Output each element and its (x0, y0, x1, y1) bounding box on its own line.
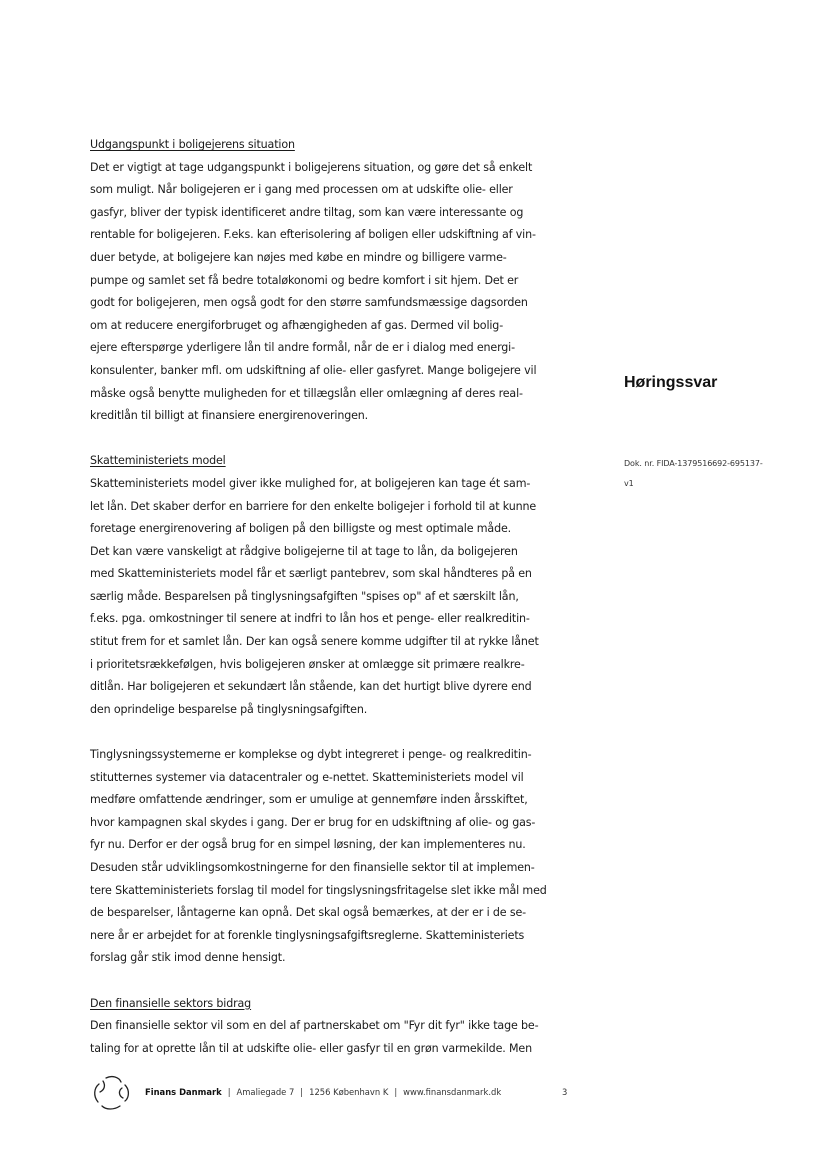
footer-postal: 1256 København K (309, 1087, 389, 1097)
body-line: godt for boligejeren, men også godt for den større samfundsmæssige dagsorden (90, 296, 528, 310)
footer-website-link[interactable]: www.finansdanmark.dk (403, 1087, 502, 1097)
body-line: pumpe og samlet set få bedre totaløkonomi og bedre komfort i sit hjem. Det er (90, 273, 519, 287)
section-heading-finansielle-sektors-bidrag: Den finansielle sektors bidrag (90, 996, 252, 1010)
body-line: forslag går stik imod denne hensigt. (90, 951, 286, 965)
body-line: medføre omfattende ændringer, som er umulige at gennemføre inden årsskiftet, (90, 793, 528, 807)
section-heading-skatteministeriets-model: Skatteministeriets model (90, 454, 226, 468)
body-line: fyr nu. Derfor er der også brug for en simpel løsning, der kan implementeres nu. (90, 838, 526, 852)
footer-separator: | (300, 1087, 304, 1097)
body-line: måske også benytte muligheden for et tillægslån eller omlægning af deres real- (90, 386, 523, 400)
body-line: gasfyr, bliver der typisk identificeret andre tiltag, som kan være interessante og (90, 205, 524, 219)
body-line: ditlån. Har boligejeren et sekundært lån stående, kan det hurtigt blive dyrere end (90, 680, 532, 694)
body-line: tere Skatteministeriets forslag til model for tingslysningsfritagelse slet ikke mål med (90, 883, 547, 897)
body-line: duer betyde, at boligejere kan nøjes med købe en mindre og billigere varme- (90, 250, 507, 264)
document-number-version: v1 (624, 479, 634, 488)
paragraph-gap (90, 428, 568, 451)
body-line: om at reducere energiforbruget og afhængigheden af gas. Dermed vil bolig- (90, 318, 504, 332)
body-line: særlig måde. Besparelsen på tinglysningsafgiften "spises op" af et særskilt lån, (90, 589, 519, 603)
body-line: foretage energirenovering af boligen på den billigste og mest optimale måde. (90, 522, 512, 536)
document-number (624, 454, 794, 494)
body-line: stitut frem for et samlet lån. Der kan også senere komme udgifter til at rykke lånet (90, 635, 539, 649)
footer-street: Amaliegade 7 (236, 1087, 295, 1097)
body-line: rentable for boligejeren. F.eks. kan efterisolering af boligen eller udskiftning af vin- (90, 228, 536, 242)
body-line: i prioritetsrækkefølgen, hvis boligejeren ønsker at omlægge sit primære realkre- (90, 657, 525, 671)
body-line: kreditlån til billigt at finansiere energirenoveringen. (90, 409, 369, 423)
body-line: Desuden står udviklingsomkostningerne for den finansielle sektor til at implemen- (90, 861, 535, 874)
body-line: med Skatteministeriets model får et særligt pantebrev, som skal håndteres på en (90, 567, 532, 581)
body-line: let lån. Det skaber derfor en barriere for den enkelte boligejer i forhold til at kunne (90, 499, 537, 513)
body-line: som muligt. Når boligejeren er i gang med processen om at udskifte olie- eller (90, 183, 513, 197)
page-footer (92, 1074, 572, 1114)
document-type-title: Høringssvar (624, 374, 718, 391)
body-line: nere år er arbejdet for at forenkle tinglysningsafgiftsreglerne. Skatteministeriets (90, 928, 525, 942)
body-line: ejere efterspørge yderligere lån til andre formål, når de er i dialog med energi- (90, 341, 515, 355)
main-text-column (90, 134, 568, 1060)
body-line: den oprindelige besparelse på tinglysningsafgiften. (90, 702, 368, 716)
body-line: stitutternes systemer via datacentraler og e-nettet. Skatteministeriets model vil (90, 770, 524, 784)
page-number: 3 (562, 1087, 568, 1097)
body-line: hvor kampagnen skal skydes i gang. Der er brug for en udskiftning af olie- og gas- (90, 815, 536, 829)
finans-danmark-logo-icon (92, 1074, 132, 1112)
paragraph-gap (90, 721, 568, 744)
body-line: Den finansielle sektor vil som en del af partnerskabet om "Fyr dit fyr" ikke tage be- (90, 1019, 539, 1033)
body-line: de besparelser, låntagerne kan opnå. Det skal også bemærkes, at der er i de se- (90, 906, 527, 920)
footer-brand: Finans Danmark (145, 1087, 222, 1097)
paragraph-gap (90, 970, 568, 993)
body-line: Skatteministeriets model giver ikke mulighed for, at boligejeren kan tage ét sam- (90, 476, 531, 490)
footer-address-line (145, 1087, 501, 1097)
body-line: konsulenter, banker mfl. om udskiftning af olie- eller gasfyret. Mange boligejere vil (90, 363, 537, 377)
body-line: Det kan være vanskeligt at rådgive boligejerne til at tage to lån, da boligejeren (90, 544, 518, 558)
body-line: taling for at oprette lån til at udskifte olie- eller gasfyr til en grøn varmekilde. Men (90, 1041, 532, 1055)
footer-separator: | (394, 1087, 398, 1097)
body-line: f.eks. pga. omkostninger til senere at indfri to lån hos et penge- eller realkreditin- (90, 612, 530, 626)
body-line: Tinglysningssystemerne er komplekse og dybt integreret i penge- og realkreditin- (90, 748, 532, 762)
body-line: Det er vigtigt at tage udgangspunkt i boligejerens situation, og gøre det så enkelt (90, 160, 533, 174)
document-number-line: Dok. nr. FIDA-1379516692-695137- (624, 459, 763, 468)
section-heading-udgangspunkt: Udgangspunkt i boligejerens situation (90, 138, 295, 151)
footer-separator: | (227, 1087, 231, 1097)
